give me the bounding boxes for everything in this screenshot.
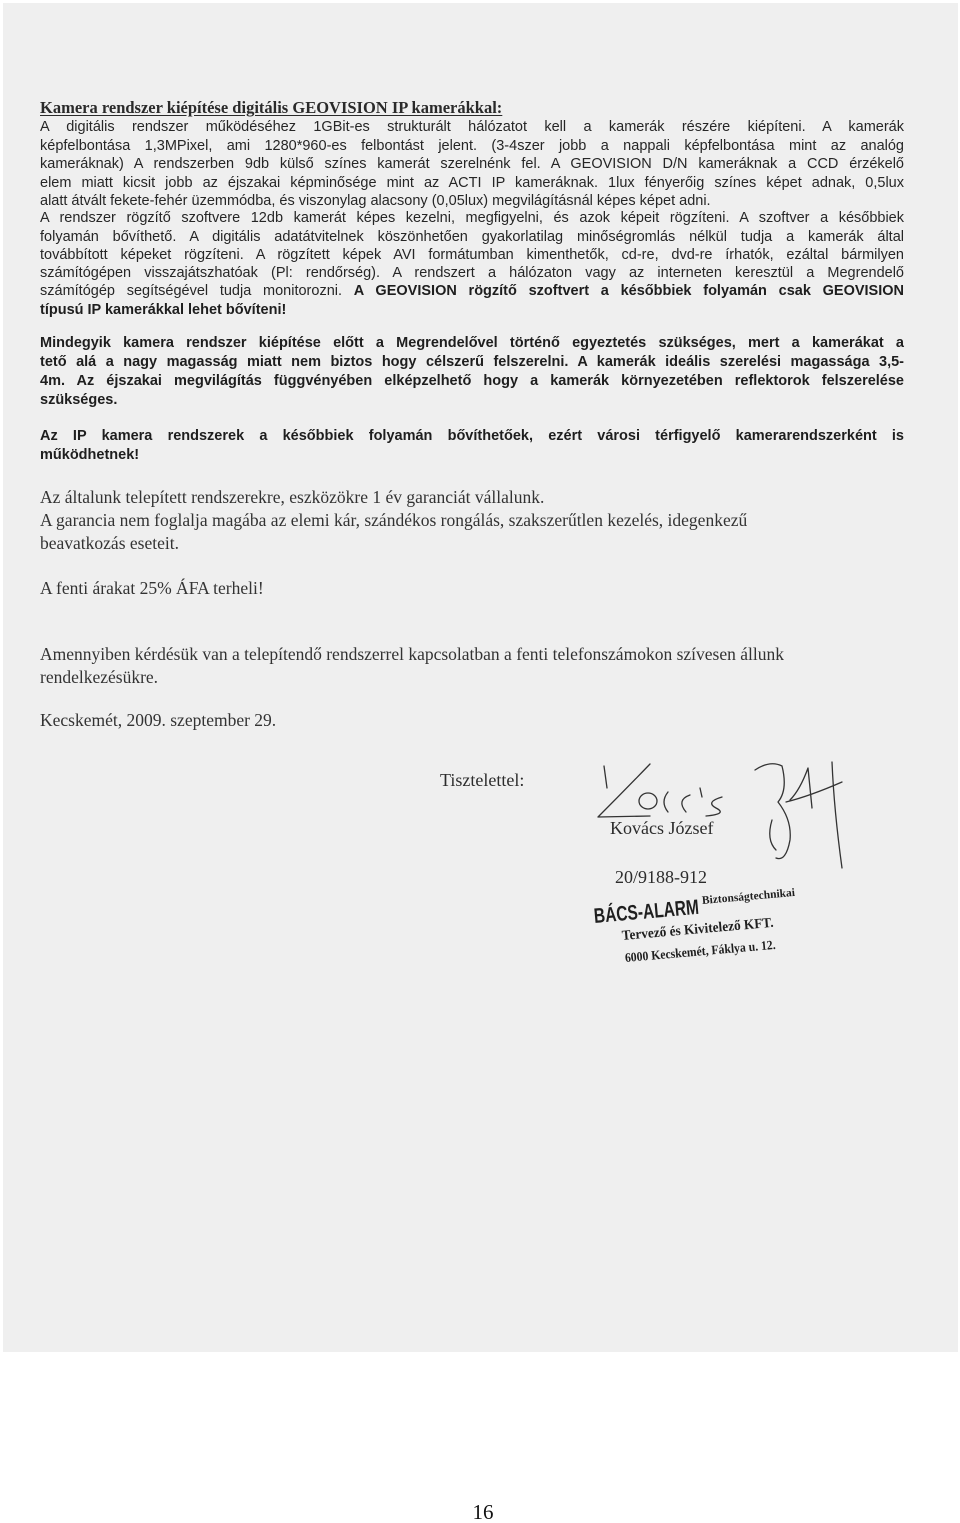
bold-text: A GEOVISION rögzítő szoftvert a későbbiek folyamán csak GEOVISION [353, 283, 905, 299]
warranty-line: Az általunk telepített rendszerekre, eszközökre 1 év garanciát vállalunk. [40, 487, 545, 507]
closing-text: Tisztelettel: [440, 770, 525, 790]
paragraph-line: számítógépen visszajátszhatóak (Pl: rendőrség). A rendszert a hálózaton vagy az interneten keresztül a Megrendelő [40, 265, 904, 281]
warranty-line: beavatkozás eseteit. [40, 533, 179, 553]
signer-name: Kovács József [610, 818, 714, 838]
paragraph-line: folyamán bővíthető. A digitális adatátvitelnek köszönhetően gyakorlatilag minőségromlás nélkül tudja a kamerák által [40, 229, 904, 245]
paragraph-line: alatt átvált fekete-fehér üzemmódba, és viszonylag alacsony (0,05lux) megvilágításnál képes képet adni. [40, 193, 711, 209]
place-date: Kecskemét, 2009. szeptember 29. [40, 710, 277, 730]
paragraph-line-mixed [40, 282, 904, 300]
stamp-company: BÁCS-ALARM [592, 895, 700, 928]
contact-line: rendelkezésükre. [40, 667, 159, 687]
paragraph-line: kameráknak) A rendszerben 9db külső színes kamerát szerelnénk fel. A GEOVISION D/N kameráknak a CCD érzékelő [40, 156, 904, 172]
paragraph-line: tető alá a nagy magasság miatt nem biztos hogy célszerű felszerelni. A kamerák ideális szerelési magassága 3,5- [40, 354, 904, 370]
paragraph-line: 4m. Az éjszakai megvilágítás függvényében elképzelhető hogy a kamerák környezetében reflektorok felszerelése [40, 373, 904, 389]
stamp-line-2: Tervező és Kivitelező KFT. [621, 915, 775, 944]
paragraph-line: elem miatt kicsit jobb az éjszakai képminősége mint az ACTI IP kameráknak. 1lux fényerőig színes képet adnak, 0,5lux [40, 175, 904, 191]
page-number: 16 [472, 1500, 494, 1523]
stamp-company-suffix: Biztonságtechnikai [701, 886, 796, 907]
stamp-line-3: 6000 Kecskemét, Fáklya u. 12. [624, 936, 777, 965]
section-heading: Kamera rendszer kiépítése digitális GEOVISION IP kamerákkal: [40, 98, 503, 117]
vat-note: A fenti árakat 25% ÁFA terheli! [40, 578, 264, 598]
regular-text: számítógép segítségével tudja monitorozni. [40, 283, 343, 299]
warranty-line: A garancia nem foglalja magába az elemi kár, szándékos rongálás, szakszerűtlen kezelés, idegenkezű [40, 510, 748, 530]
phone-number: 20/9188-912 [615, 867, 707, 887]
paragraph-line: továbbított képeket rögzíteni. A rögzített képek AVI formátumban kimenthetők, cd-re, dvd-re írhatók, ezáltal bármilyen [40, 247, 904, 263]
paragraph-line: A rendszer rögzítő szoftvere 12db kamerát képes kezelni, megfigyelni, és azok képeit rögzíteni. A szoftver a későbbiek [40, 210, 904, 226]
paragraph-line: működhetnek! [40, 447, 140, 463]
paragraph-line: A digitális rendszer működéséhez 1GBit-es strukturált hálózatot kell a kamerák részére kiépíteni. A kamerák [40, 119, 904, 135]
contact-line: Amennyiben kérdésük van a telepítendő rendszerrel kapcsolatban a fenti telefonszámokon szívesen állunk [40, 644, 784, 664]
paragraph-line: Az IP kamera rendszerek a későbbiek folyamán bővíthetőek, ezért városi térfigyelő kamerarendszerként is [40, 428, 904, 444]
paragraph-line: típusú IP kamerákkal lehet bővíteni! [40, 302, 287, 318]
handwritten-signature [580, 750, 860, 880]
paragraph-line: szükséges. [40, 392, 118, 408]
paragraph-line: Mindegyik kamera rendszer kiépítése előtt a Megrendelővel történő egyeztetés szükséges, mert a kamerákat a [40, 335, 904, 351]
paragraph-line: képfelbontása 1,3MPixel, ami 1280*960-es felbontást jelent. (3-4szer jobb a nappali képfelbontása mint az analóg [40, 138, 904, 154]
